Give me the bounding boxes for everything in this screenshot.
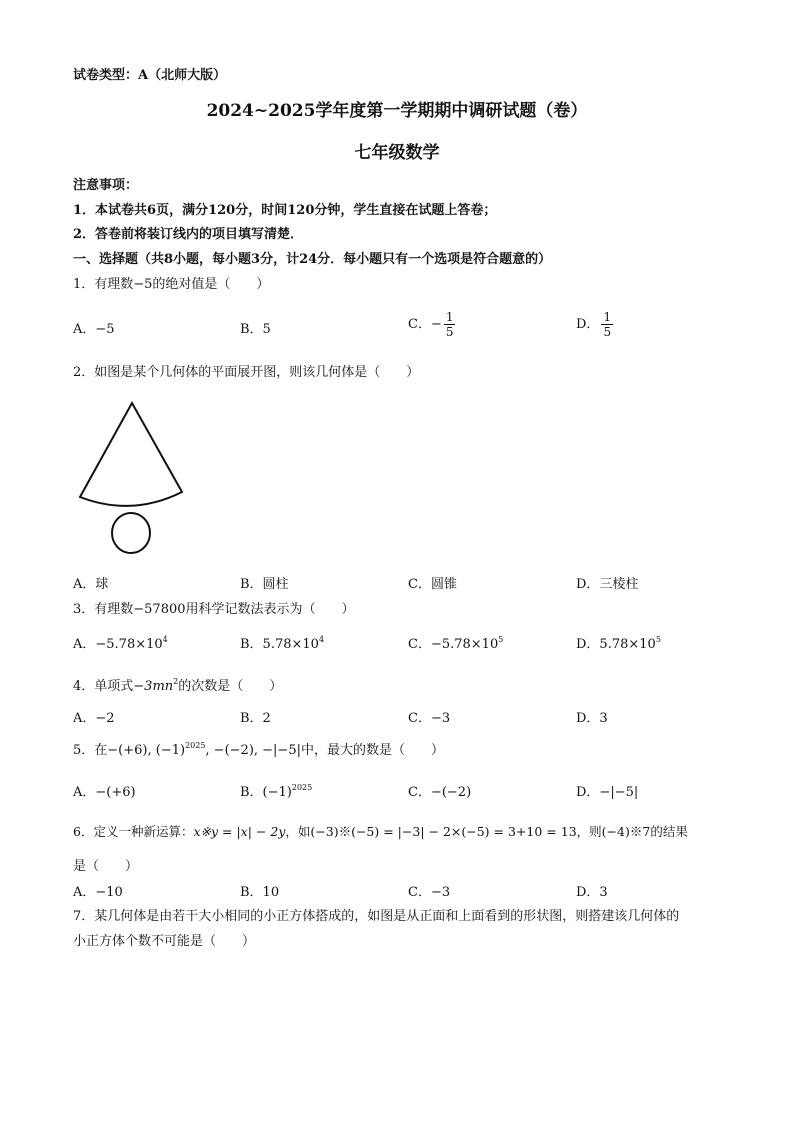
stem-text: 4．单项式 [73, 679, 134, 694]
option-c: C．−(−2) [408, 785, 472, 800]
fraction-numerator: 1 [603, 310, 612, 324]
option-a: A．−10 [73, 885, 123, 900]
fraction-denominator: 5 [603, 325, 612, 339]
option-a: A．−(+6) [73, 785, 136, 800]
stem-text: 6．定义一种新运算： [73, 824, 194, 839]
question-stem [73, 675, 282, 694]
option-d-prefix: D． [576, 317, 600, 332]
question-stem [73, 739, 444, 758]
notes-heading: 注意事项： [73, 178, 139, 193]
option-c [408, 633, 503, 652]
exponent: 5 [655, 635, 661, 644]
option-text: B．5.78×10 [240, 637, 319, 652]
question-stem-continued: 小正方体个数不可能是（ ） [73, 934, 256, 949]
option-c [408, 310, 455, 339]
question-stem: 7．某几何体是由若干大小相同的小正方体搭成的，如图是从正面和上面看到的形状图，则搭建该几何体的 [73, 909, 680, 924]
option-text: A．−5.78×10 [73, 637, 163, 652]
option-a: A．−5 [73, 322, 115, 337]
fraction [444, 310, 456, 339]
paper-type: 试卷类型：A（北师大版） [73, 68, 227, 83]
fraction-denominator: 5 [445, 325, 454, 339]
exponent: 4 [162, 635, 168, 644]
page-subtitle: 七年级数学 [354, 143, 440, 163]
option-b: B．5 [240, 322, 271, 337]
math-expression: −(+6), (−1) [107, 743, 186, 758]
fraction-numerator: 1 [445, 310, 454, 324]
option-c-prefix: C．− [408, 317, 442, 332]
option-text: C．−5.78×10 [408, 637, 499, 652]
fraction [601, 310, 613, 339]
question-stem [73, 822, 688, 840]
sector-shape [80, 403, 182, 506]
option-a: A．−2 [73, 711, 115, 726]
cone-net-figure [72, 395, 192, 560]
stem-text: 中，最大的数是（ ） [300, 743, 444, 758]
note-item: 2．答卷前将装订线内的项目填写清楚． [73, 227, 304, 242]
option-b [240, 633, 324, 652]
math-expression: x※y = |x| − 2y [193, 824, 286, 839]
option-c: C．−3 [408, 711, 451, 726]
math-expression: (−4)※7 [601, 824, 651, 839]
note-item: 1．本试卷共6页，满分120分，时间120分钟，学生直接在试题上答卷； [73, 203, 497, 218]
stem-text: ，如 [285, 824, 311, 839]
option-d [576, 633, 661, 652]
math-expression: , −(−2), −|−5| [205, 743, 301, 758]
option-c: C．圆锥 [408, 577, 457, 592]
option-d: D．−|−5| [576, 785, 639, 800]
option-c: C．−3 [408, 885, 451, 900]
math-expression: (−3)※(−5) = |−3| − 2×(−5) = 3+10 = 13 [310, 824, 577, 839]
option-text: D．5.78×10 [576, 637, 656, 652]
math-expression: −3mn [133, 679, 174, 694]
option-d: D．3 [576, 711, 608, 726]
question-stem: 2．如图是某个几何体的平面展开图，则该几何体是（ ） [73, 365, 420, 380]
option-b: B．10 [240, 885, 280, 900]
question-stem: 3．有理数−57800用科学记数法表示为（ ） [73, 602, 355, 617]
stem-text: 5．在 [73, 743, 108, 758]
option-b [240, 781, 312, 800]
option-b: B．圆柱 [240, 577, 289, 592]
exponent: 2 [173, 677, 179, 686]
circle-base-shape [112, 513, 150, 553]
exponent: 5 [498, 635, 504, 644]
question-stem: 1．有理数−5的绝对值是（ ） [73, 277, 270, 292]
question-stem-continued: 是（ ） [73, 859, 139, 874]
exponent: 4 [318, 635, 325, 644]
stem-text: ，则 [576, 824, 602, 839]
section-heading: 一、选择题（共8小题，每小题3分，计24分．每小题只有一个选项是符合题意的） [73, 252, 552, 267]
stem-text: 的结果 [650, 824, 688, 839]
option-a [73, 633, 168, 652]
option-d: D．3 [576, 885, 608, 900]
option-b: B．2 [240, 711, 271, 726]
exponent: 2025 [185, 741, 206, 750]
option-d [576, 310, 613, 339]
option-text: B．(−1) [240, 785, 292, 800]
stem-text: 的次数是（ ） [178, 679, 283, 694]
option-a: A．球 [73, 577, 109, 592]
page-title: 2024~2025学年度第一学期期中调研试题（卷） [206, 101, 588, 121]
option-d: D．三棱柱 [576, 577, 639, 592]
exponent: 2025 [291, 783, 313, 792]
